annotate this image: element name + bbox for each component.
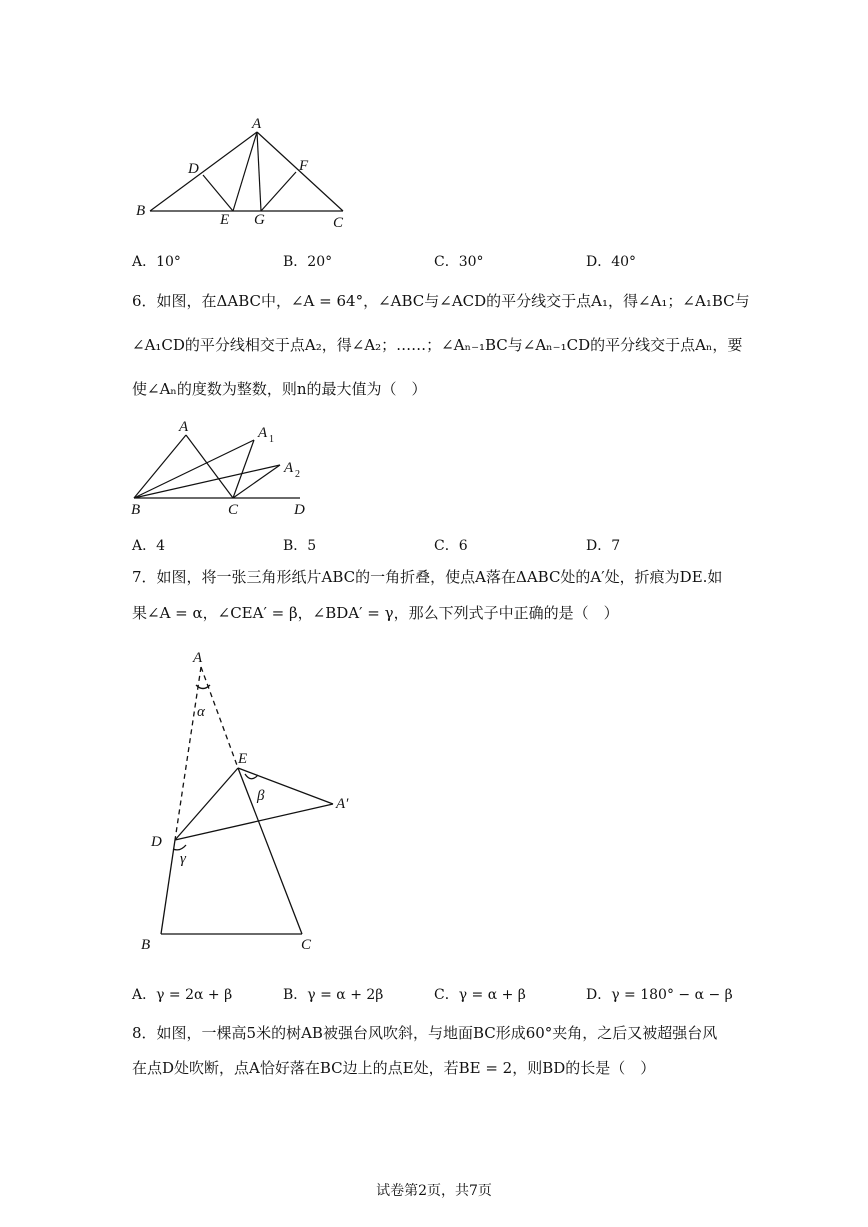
label-e: E: [238, 751, 248, 767]
label-c: C: [301, 937, 312, 953]
q6-text-line-1: 6．如图，在ΔABC中，∠A = 64°，∠ABC与∠ACD的平分线交于点A₁，得∠A₁；∠A₁BC与: [132, 292, 750, 310]
figure-angle-bisectors-q6: [128, 415, 328, 520]
label-a2-subscript: 2: [295, 469, 300, 480]
q6-option-b[interactable]: B．5: [283, 538, 317, 554]
label-a1: A: [258, 425, 268, 441]
label-a2: A: [284, 460, 294, 476]
q6-text-line-3: 使∠Aₙ的度数为整数，则n的最大值为（ ）: [132, 380, 427, 398]
q5-option-b[interactable]: B．20°: [283, 254, 333, 270]
label-c: C: [333, 215, 344, 231]
q5-option-c[interactable]: C．30°: [434, 254, 484, 270]
label-a1-subscript: 1: [269, 434, 274, 445]
q6-text-line-2: ∠A₁CD的平分线相交于点A₂，得∠A₂；……；∠Aₙ₋₁BC与∠Aₙ₋₁CD的平分线交于点Aₙ，要: [132, 336, 743, 354]
q7-option-d[interactable]: D．γ = 180° − α − β: [586, 987, 733, 1003]
label-beta: β: [257, 788, 265, 804]
q8-text-line-2: 在点D处吹断，点A恰好落在BC边上的点E处，若BE = 2，则BD的长是（ ）: [132, 1059, 656, 1077]
q7-option-a[interactable]: A．γ = 2α + β: [132, 987, 233, 1003]
q6-option-c[interactable]: C．6: [434, 538, 468, 554]
label-b: B: [141, 937, 151, 953]
label-e: E: [220, 212, 230, 228]
label-d: D: [151, 834, 162, 850]
q7-option-c[interactable]: C．γ = α + β: [434, 987, 526, 1003]
q5-option-a[interactable]: A．10°: [132, 254, 181, 270]
figure-triangle-abc-q5: [130, 115, 360, 235]
q8-text-line-1: 8．如图，一棵高5米的树AB被强台风吹斜，与地面BC形成60°夹角，之后又被超强台风: [132, 1024, 718, 1042]
q7-option-b[interactable]: B．γ = α + 2β: [283, 987, 384, 1003]
label-d: D: [294, 502, 305, 518]
label-g: G: [254, 212, 265, 228]
page-footer: 试卷第2页，共7页: [376, 1183, 492, 1199]
label-c: C: [228, 502, 239, 518]
q5-option-d[interactable]: D．40°: [586, 254, 637, 270]
label-b: B: [131, 502, 141, 518]
label-d: D: [188, 161, 199, 177]
label-a: A: [252, 116, 262, 132]
label-a: A: [193, 650, 203, 666]
q7-text-line-2: 果∠A = α，∠CEA′ = β，∠BDA′ = γ，那么下列式子中正确的是（ ）: [132, 604, 619, 622]
label-gamma: γ: [180, 851, 186, 867]
label-f: F: [299, 158, 309, 174]
label-a: A: [179, 419, 189, 435]
q6-option-a[interactable]: A．4: [132, 538, 166, 554]
label-b: B: [136, 203, 146, 219]
q7-text-line-1: 7．如图，将一张三角形纸片ABC的一角折叠，使点A落在ΔABC处的A′处，折痕为DE.如: [132, 568, 723, 586]
label-a-prime: A′: [336, 796, 349, 812]
q6-option-d[interactable]: D．7: [586, 538, 621, 554]
label-alpha: α: [197, 704, 205, 720]
figure-folded-triangle-q7: [135, 645, 365, 955]
